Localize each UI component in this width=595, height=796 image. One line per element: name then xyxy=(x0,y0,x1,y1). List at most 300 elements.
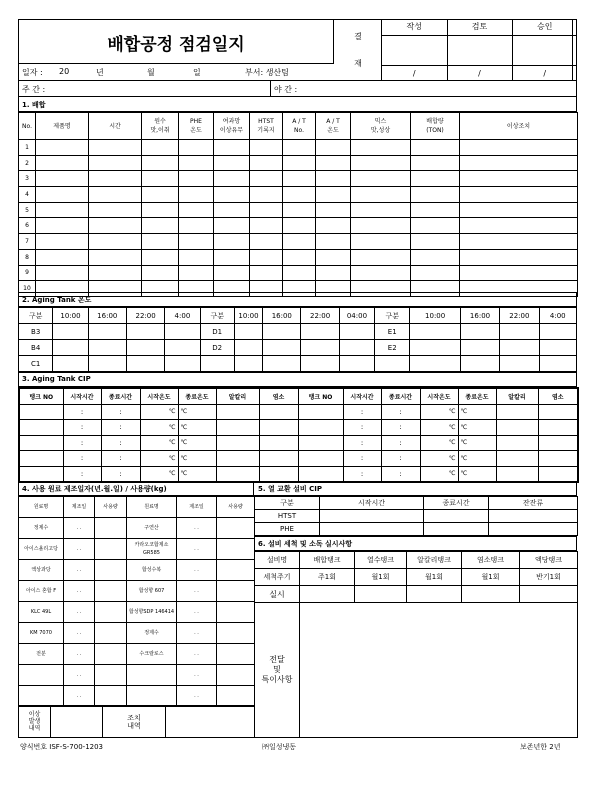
chlorine-cell[interactable] xyxy=(538,404,578,420)
tank-no-cell[interactable] xyxy=(298,435,343,451)
temp-cell[interactable] xyxy=(88,356,126,372)
sign-cell[interactable] xyxy=(512,35,577,65)
end-temp-cell[interactable]: ℃ xyxy=(178,451,216,467)
end-temp-cell[interactable]: ℃ xyxy=(458,451,496,467)
tank-no-cell[interactable] xyxy=(298,420,343,436)
mixing-cell[interactable] xyxy=(89,234,142,250)
usage-cell[interactable] xyxy=(95,581,127,602)
start-temp-cell[interactable]: ℃ xyxy=(420,435,458,451)
usage-cell[interactable] xyxy=(217,539,255,560)
sign-cell[interactable] xyxy=(447,35,512,65)
start-temp-cell[interactable]: ℃ xyxy=(140,451,178,467)
execute-cell[interactable] xyxy=(300,586,355,603)
start-time-cell[interactable]: : xyxy=(63,404,101,420)
usage-cell[interactable] xyxy=(95,539,127,560)
usage-cell[interactable] xyxy=(95,644,127,665)
heat-cell[interactable] xyxy=(489,523,578,536)
approval-review: 검토 xyxy=(447,19,512,35)
mixing-cell[interactable] xyxy=(179,187,214,203)
sign-date[interactable]: / xyxy=(512,65,577,81)
aging-temp-header: 4:00 xyxy=(165,308,200,324)
mfg-date-cell[interactable]: . . xyxy=(64,665,95,686)
mfg-date-cell[interactable]: . . xyxy=(177,686,217,707)
temp-cell[interactable] xyxy=(460,356,499,372)
mixing-cell[interactable] xyxy=(250,265,283,281)
temp-cell[interactable] xyxy=(410,356,460,372)
end-time-cell[interactable]: : xyxy=(381,466,420,482)
temp-cell[interactable] xyxy=(88,340,126,356)
mixing-cell[interactable] xyxy=(460,187,578,203)
temp-cell[interactable] xyxy=(301,340,339,356)
chlorine-cell[interactable] xyxy=(259,451,298,467)
usage-cell[interactable] xyxy=(95,686,127,707)
usage-cell[interactable] xyxy=(95,518,127,539)
mixing-cell[interactable] xyxy=(460,202,578,218)
mixing-cell[interactable] xyxy=(36,140,89,156)
tank-no-cell[interactable] xyxy=(19,404,63,420)
mfg-date-cell[interactable]: . . xyxy=(64,560,95,581)
header-line-2: No. xyxy=(294,127,304,134)
mfg-date-cell[interactable]: . . xyxy=(64,686,95,707)
mixing-cell[interactable] xyxy=(89,202,142,218)
mfg-date-cell[interactable]: . . xyxy=(177,665,217,686)
usage-cell[interactable] xyxy=(217,644,255,665)
mixing-cell[interactable] xyxy=(250,155,283,171)
temp-cell[interactable] xyxy=(53,324,88,340)
temp-cell[interactable] xyxy=(126,356,164,372)
mixing-cell[interactable] xyxy=(179,218,214,234)
heat-cell[interactable] xyxy=(320,523,424,536)
start-time-cell[interactable]: : xyxy=(63,466,101,482)
start-time-cell[interactable]: : xyxy=(63,420,101,436)
mixing-cell[interactable] xyxy=(214,249,250,265)
temp-cell[interactable] xyxy=(410,340,460,356)
start-temp-cell[interactable]: ℃ xyxy=(140,404,178,420)
tank-no-cell[interactable] xyxy=(298,404,343,420)
chlorine-cell[interactable] xyxy=(259,404,298,420)
temp-cell[interactable] xyxy=(460,340,499,356)
ingredient-row xyxy=(19,686,255,707)
tank-no-cell[interactable] xyxy=(298,451,343,467)
alkali-cell[interactable] xyxy=(216,420,259,436)
temp-cell[interactable] xyxy=(165,340,200,356)
mixing-cell[interactable] xyxy=(411,155,460,171)
sec2-title-row xyxy=(18,292,577,307)
mixing-cell[interactable] xyxy=(214,171,250,187)
mixing-cell[interactable] xyxy=(89,171,142,187)
mfg-date-cell[interactable]: . . xyxy=(177,623,217,644)
mixing-cell[interactable] xyxy=(142,249,179,265)
mixing-cell[interactable] xyxy=(351,234,411,250)
mixing-cell[interactable] xyxy=(214,140,250,156)
ingredient-name: 합성향SDP 146414 xyxy=(127,602,177,623)
end-time-cell[interactable]: : xyxy=(101,451,140,467)
ingredient-header: 사용량 xyxy=(95,497,127,518)
mixing-cell[interactable] xyxy=(142,187,179,203)
temp-cell[interactable] xyxy=(301,324,339,340)
issue-input[interactable] xyxy=(51,706,103,738)
ingredient-table xyxy=(18,496,255,707)
temp-cell[interactable] xyxy=(263,356,301,372)
mixing-cell[interactable] xyxy=(36,249,89,265)
start-temp-cell[interactable]: ℃ xyxy=(420,420,458,436)
cip-header: 종료시간 xyxy=(101,388,140,404)
mixing-cell[interactable] xyxy=(316,249,351,265)
mixing-cell[interactable] xyxy=(351,202,411,218)
mixing-cell[interactable] xyxy=(460,249,578,265)
mfg-date-cell[interactable]: . . xyxy=(177,602,217,623)
sign-date[interactable]: / xyxy=(447,65,512,81)
aging-temp-header: 10:00 xyxy=(53,308,88,324)
mixing-cell[interactable] xyxy=(214,155,250,171)
alkali-cell[interactable] xyxy=(496,451,538,467)
start-temp-cell[interactable]: ℃ xyxy=(140,435,178,451)
usage-cell[interactable] xyxy=(95,665,127,686)
tank-label: B3 xyxy=(19,324,53,340)
end-temp-cell[interactable]: ℃ xyxy=(178,466,216,482)
mixing-cell[interactable] xyxy=(351,140,411,156)
usage-cell[interactable] xyxy=(217,560,255,581)
mixing-cell[interactable] xyxy=(250,218,283,234)
row-number: 1 xyxy=(19,140,36,156)
mixing-cell[interactable] xyxy=(460,218,578,234)
mixing-cell[interactable] xyxy=(89,249,142,265)
action-label: 조치 내역 xyxy=(103,706,166,738)
mixing-cell[interactable] xyxy=(283,171,316,187)
chlorine-cell[interactable] xyxy=(259,435,298,451)
mixing-cell[interactable] xyxy=(283,234,316,250)
start-time-cell[interactable]: : xyxy=(343,435,381,451)
temp-cell[interactable] xyxy=(234,340,262,356)
mixing-cell[interactable] xyxy=(411,202,460,218)
ingredient-row xyxy=(19,665,255,686)
end-time-cell[interactable]: : xyxy=(101,404,140,420)
temp-cell[interactable] xyxy=(234,324,262,340)
end-time-cell[interactable]: : xyxy=(101,435,140,451)
mixing-cell[interactable] xyxy=(142,140,179,156)
end-temp-cell[interactable]: ℃ xyxy=(458,466,496,482)
mixing-cell[interactable] xyxy=(214,234,250,250)
mixing-cell[interactable] xyxy=(179,265,214,281)
usage-cell[interactable] xyxy=(95,623,127,644)
sign-cell[interactable] xyxy=(382,35,447,65)
end-temp-cell[interactable]: ℃ xyxy=(178,420,216,436)
temp-cell[interactable] xyxy=(53,340,88,356)
start-time-cell[interactable]: : xyxy=(343,466,381,482)
mixing-cell[interactable] xyxy=(142,265,179,281)
tank-no-cell[interactable] xyxy=(298,466,343,482)
temp-cell[interactable] xyxy=(165,324,200,340)
date-year[interactable]: 20 xyxy=(59,67,70,76)
mixing-cell[interactable] xyxy=(142,202,179,218)
alkali-cell[interactable] xyxy=(496,420,538,436)
temp-cell[interactable] xyxy=(500,356,539,372)
execute-cell[interactable] xyxy=(407,586,462,603)
end-temp-cell[interactable]: ℃ xyxy=(458,420,496,436)
mixing-cell[interactable] xyxy=(316,265,351,281)
mixing-cell[interactable] xyxy=(250,202,283,218)
mixing-cell[interactable] xyxy=(411,218,460,234)
mixing-cell[interactable] xyxy=(351,249,411,265)
mixing-cell[interactable] xyxy=(316,187,351,203)
temp-cell[interactable] xyxy=(263,340,301,356)
usage-cell[interactable] xyxy=(217,518,255,539)
alkali-cell[interactable] xyxy=(496,435,538,451)
chlorine-cell[interactable] xyxy=(538,435,578,451)
mixing-cell[interactable] xyxy=(142,234,179,250)
mixing-header-cell xyxy=(89,113,142,140)
mixing-cell[interactable] xyxy=(214,265,250,281)
mixing-cell[interactable] xyxy=(316,218,351,234)
aging-temp-row xyxy=(19,340,577,356)
mixing-cell[interactable] xyxy=(214,218,250,234)
start-temp-cell[interactable]: ℃ xyxy=(140,466,178,482)
mixing-cell[interactable] xyxy=(283,218,316,234)
sec2-title: 2. Aging Tank 온도 xyxy=(22,296,92,304)
end-time-cell[interactable]: : xyxy=(101,420,140,436)
action-input[interactable] xyxy=(166,706,255,738)
chlorine-cell[interactable] xyxy=(259,420,298,436)
execute-cell[interactable] xyxy=(520,586,578,603)
approval-label-box xyxy=(334,19,382,81)
mfg-date-cell[interactable]: . . xyxy=(64,581,95,602)
mfg-date-cell[interactable]: . . xyxy=(177,518,217,539)
mixing-cell[interactable] xyxy=(142,171,179,187)
start-temp-cell[interactable]: ℃ xyxy=(140,420,178,436)
mixing-cell[interactable] xyxy=(283,155,316,171)
aging-temp-row xyxy=(19,324,577,340)
start-time-cell[interactable]: : xyxy=(63,451,101,467)
mixing-cell[interactable] xyxy=(411,265,460,281)
temp-cell[interactable] xyxy=(301,356,339,372)
temp-cell[interactable] xyxy=(263,324,301,340)
header-line-2: 온도 xyxy=(327,127,339,134)
sanitation-cycle: 월1회 xyxy=(462,569,520,586)
mixing-cell[interactable] xyxy=(36,265,89,281)
mixing-cell[interactable] xyxy=(283,140,316,156)
ingredient-row xyxy=(19,644,255,665)
heat-cell[interactable] xyxy=(424,510,489,523)
mixing-cell[interactable] xyxy=(460,171,578,187)
heat-cell[interactable] xyxy=(424,523,489,536)
ingredient-name: KLC 49L xyxy=(19,602,64,623)
sec3-title: 3. Aging Tank CIP xyxy=(22,375,91,383)
mixing-cell[interactable] xyxy=(411,234,460,250)
end-time-cell[interactable]: : xyxy=(101,466,140,482)
alkali-cell[interactable] xyxy=(216,435,259,451)
sanitation-header: 열수탱크 xyxy=(355,552,407,569)
temp-cell[interactable] xyxy=(500,324,539,340)
end-temp-cell[interactable]: ℃ xyxy=(178,404,216,420)
start-time-cell[interactable]: : xyxy=(343,451,381,467)
mixing-cell[interactable] xyxy=(36,202,89,218)
mixing-cell[interactable] xyxy=(351,187,411,203)
mixing-cell[interactable] xyxy=(250,234,283,250)
temp-cell[interactable] xyxy=(339,340,374,356)
temp-cell[interactable] xyxy=(539,340,576,356)
mixing-cell[interactable] xyxy=(351,171,411,187)
start-time-cell[interactable]: : xyxy=(63,435,101,451)
ingredient-name: 카라오코합제소 GR585 xyxy=(127,539,177,560)
tank-label: B4 xyxy=(19,340,53,356)
mixing-cell[interactable] xyxy=(179,140,214,156)
alkali-cell[interactable] xyxy=(216,404,259,420)
tank-no-cell[interactable] xyxy=(19,466,63,482)
mixing-cell[interactable] xyxy=(214,187,250,203)
mixing-cell[interactable] xyxy=(316,155,351,171)
start-temp-cell[interactable]: ℃ xyxy=(420,466,458,482)
mfg-date-cell[interactable]: . . xyxy=(177,539,217,560)
end-temp-cell[interactable]: ℃ xyxy=(458,435,496,451)
usage-cell[interactable] xyxy=(217,581,255,602)
mixing-cell[interactable] xyxy=(89,265,142,281)
chlorine-cell[interactable] xyxy=(538,466,578,482)
usage-cell[interactable] xyxy=(217,602,255,623)
temp-cell[interactable] xyxy=(500,340,539,356)
heat-cell[interactable] xyxy=(489,510,578,523)
mfg-date-cell[interactable]: . . xyxy=(64,623,95,644)
alkali-cell[interactable] xyxy=(496,404,538,420)
mixing-cell[interactable] xyxy=(36,171,89,187)
chlorine-cell[interactable] xyxy=(259,466,298,482)
mixing-cell[interactable] xyxy=(89,155,142,171)
alkali-cell[interactable] xyxy=(496,466,538,482)
mixing-cell[interactable] xyxy=(460,155,578,171)
mixing-cell[interactable] xyxy=(411,249,460,265)
cip-row xyxy=(19,404,578,420)
start-temp-cell[interactable]: ℃ xyxy=(420,404,458,420)
temp-cell[interactable] xyxy=(539,324,576,340)
mfg-date-cell[interactable]: . . xyxy=(177,560,217,581)
mixing-cell[interactable] xyxy=(179,234,214,250)
heat-cell[interactable] xyxy=(320,510,424,523)
mfg-date-cell[interactable]: . . xyxy=(64,644,95,665)
mfg-date-cell[interactable]: . . xyxy=(64,539,95,560)
temp-cell[interactable] xyxy=(339,356,374,372)
mixing-cell[interactable] xyxy=(179,249,214,265)
temp-cell[interactable] xyxy=(53,356,88,372)
temp-cell[interactable] xyxy=(165,356,200,372)
usage-cell[interactable] xyxy=(217,686,255,707)
start-time-cell[interactable]: : xyxy=(343,404,381,420)
mixing-cell[interactable] xyxy=(351,265,411,281)
usage-cell[interactable] xyxy=(217,665,255,686)
mixing-cell[interactable] xyxy=(36,187,89,203)
mixing-cell[interactable] xyxy=(411,171,460,187)
mixing-cell[interactable] xyxy=(89,140,142,156)
mixing-cell[interactable] xyxy=(36,234,89,250)
mixing-cell[interactable] xyxy=(460,140,578,156)
mixing-cell[interactable] xyxy=(214,202,250,218)
alkali-cell[interactable] xyxy=(216,451,259,467)
date-day-unit: 일 xyxy=(193,68,201,77)
mixing-cell[interactable] xyxy=(460,265,578,281)
end-time-cell[interactable]: : xyxy=(381,404,420,420)
start-time-cell[interactable]: : xyxy=(343,420,381,436)
temp-cell[interactable] xyxy=(539,356,576,372)
mfg-date-cell[interactable]: . . xyxy=(64,518,95,539)
temp-cell[interactable] xyxy=(126,340,164,356)
usage-cell[interactable] xyxy=(95,560,127,581)
header-line-1: A / T xyxy=(292,118,306,125)
mixing-cell[interactable] xyxy=(179,202,214,218)
mixing-row xyxy=(19,187,578,203)
mixing-cell[interactable] xyxy=(351,155,411,171)
mixing-cell[interactable] xyxy=(316,202,351,218)
mfg-date-cell[interactable]: . . xyxy=(64,602,95,623)
date-year-unit: 년 xyxy=(96,68,104,77)
temp-cell[interactable] xyxy=(339,324,374,340)
tank-no-cell[interactable] xyxy=(19,420,63,436)
heat-header: 종료시간 xyxy=(424,497,489,510)
mixing-cell[interactable] xyxy=(250,249,283,265)
end-temp-cell[interactable]: ℃ xyxy=(458,404,496,420)
chlorine-cell[interactable] xyxy=(538,451,578,467)
end-temp-cell[interactable]: ℃ xyxy=(178,435,216,451)
end-time-cell[interactable]: : xyxy=(381,420,420,436)
mixing-cell[interactable] xyxy=(283,202,316,218)
end-time-cell[interactable]: : xyxy=(381,435,420,451)
mixing-cell[interactable] xyxy=(316,171,351,187)
mixing-cell[interactable] xyxy=(179,155,214,171)
form-number: 양식번호 ISF-S-700-1203 xyxy=(20,743,104,751)
mixing-cell[interactable] xyxy=(460,234,578,250)
start-temp-cell[interactable]: ℃ xyxy=(420,451,458,467)
mixing-cell[interactable] xyxy=(283,187,316,203)
temp-cell[interactable] xyxy=(410,324,460,340)
mixing-cell[interactable] xyxy=(283,249,316,265)
header-line-2: 기록지 xyxy=(257,127,275,134)
mixing-cell[interactable] xyxy=(283,265,316,281)
mixing-cell[interactable] xyxy=(179,171,214,187)
sign-date[interactable]: / xyxy=(382,65,447,81)
mixing-cell[interactable] xyxy=(250,171,283,187)
mixing-cell[interactable] xyxy=(142,155,179,171)
mfg-date-cell[interactable]: . . xyxy=(177,644,217,665)
mfg-date-cell[interactable]: . . xyxy=(177,581,217,602)
ingredient-name: 아이스올리고당 xyxy=(19,539,64,560)
usage-cell[interactable] xyxy=(217,623,255,644)
mixing-cell[interactable] xyxy=(316,234,351,250)
header-line-1: 믹스 xyxy=(374,118,387,125)
tank-no-cell[interactable] xyxy=(19,451,63,467)
execute-cell[interactable] xyxy=(355,586,407,603)
mixing-header-cell xyxy=(214,113,250,140)
temp-cell[interactable] xyxy=(460,324,499,340)
temp-cell[interactable] xyxy=(88,324,126,340)
mixing-cell[interactable] xyxy=(351,218,411,234)
mixing-cell[interactable] xyxy=(316,140,351,156)
usage-cell[interactable] xyxy=(95,602,127,623)
mixing-cell[interactable] xyxy=(142,218,179,234)
tank-no-cell[interactable] xyxy=(19,435,63,451)
execute-cell[interactable] xyxy=(462,586,520,603)
mixing-cell[interactable] xyxy=(250,140,283,156)
temp-cell[interactable] xyxy=(126,324,164,340)
end-time-cell[interactable]: : xyxy=(381,451,420,467)
mixing-cell[interactable] xyxy=(89,187,142,203)
mixing-cell[interactable] xyxy=(36,218,89,234)
note-input[interactable] xyxy=(300,603,578,738)
mixing-cell[interactable] xyxy=(36,155,89,171)
alkali-cell[interactable] xyxy=(216,466,259,482)
mixing-cell[interactable] xyxy=(89,218,142,234)
temp-cell[interactable] xyxy=(234,356,262,372)
mixing-cell[interactable] xyxy=(411,140,460,156)
mixing-cell[interactable] xyxy=(411,187,460,203)
mixing-cell[interactable] xyxy=(250,187,283,203)
chlorine-cell[interactable] xyxy=(538,420,578,436)
